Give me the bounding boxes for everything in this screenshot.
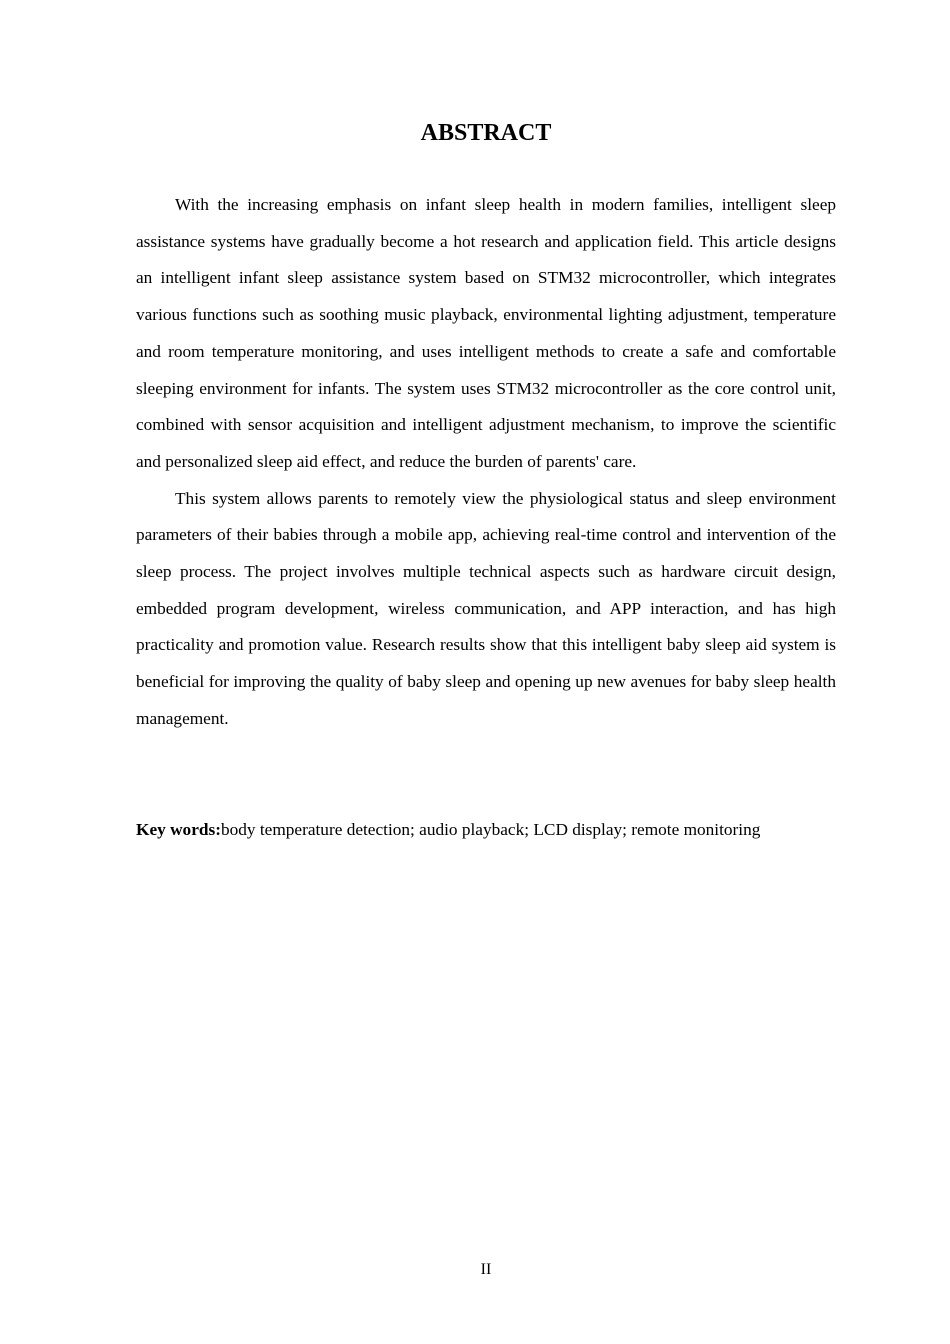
keywords-text: body temperature detection; audio playback; LCD display; remote monitoring xyxy=(220,820,761,839)
abstract-body xyxy=(136,187,836,738)
abstract-paragraph-1: With the increasing emphasis on infant sleep health in modern families, intelligent sleep assistance systems have gradually become a hot research and application field. This article designs an intelligent infant sleep assistance system based on STM32 microcontroller, which integrates various functions such as soothing music playback, environmental lighting adjustment, temperature and room temperature monitoring, and uses intelligent methods to create a safe and comfortable sleeping environment for infants. The system uses STM32 microcontroller as the core control unit, combined with sensor acquisition and intelligent adjustment mechanism, to improve the scientific and personalized sleep aid effect, and reduce the burden of parents' care. xyxy=(136,195,836,471)
keywords-label: Key words: xyxy=(136,820,221,839)
page-title: ABSTRACT xyxy=(420,120,552,146)
page-number: II xyxy=(480,1261,492,1278)
abstract-paragraph-2: This system allows parents to remotely view the physiological status and sleep environment parameters of their babies through a mobile app, achieving real-time control and intervention of the sleep process. The project involves multiple technical aspects such as hardware circuit design, embedded program development, wireless communication, and APP interaction, and has high practicality and promotion value. Research results show that this intelligent baby sleep aid system is beneficial for improving the quality of baby sleep and opening up new avenues for baby sleep health management. xyxy=(136,488,836,728)
keywords-line xyxy=(136,813,856,847)
